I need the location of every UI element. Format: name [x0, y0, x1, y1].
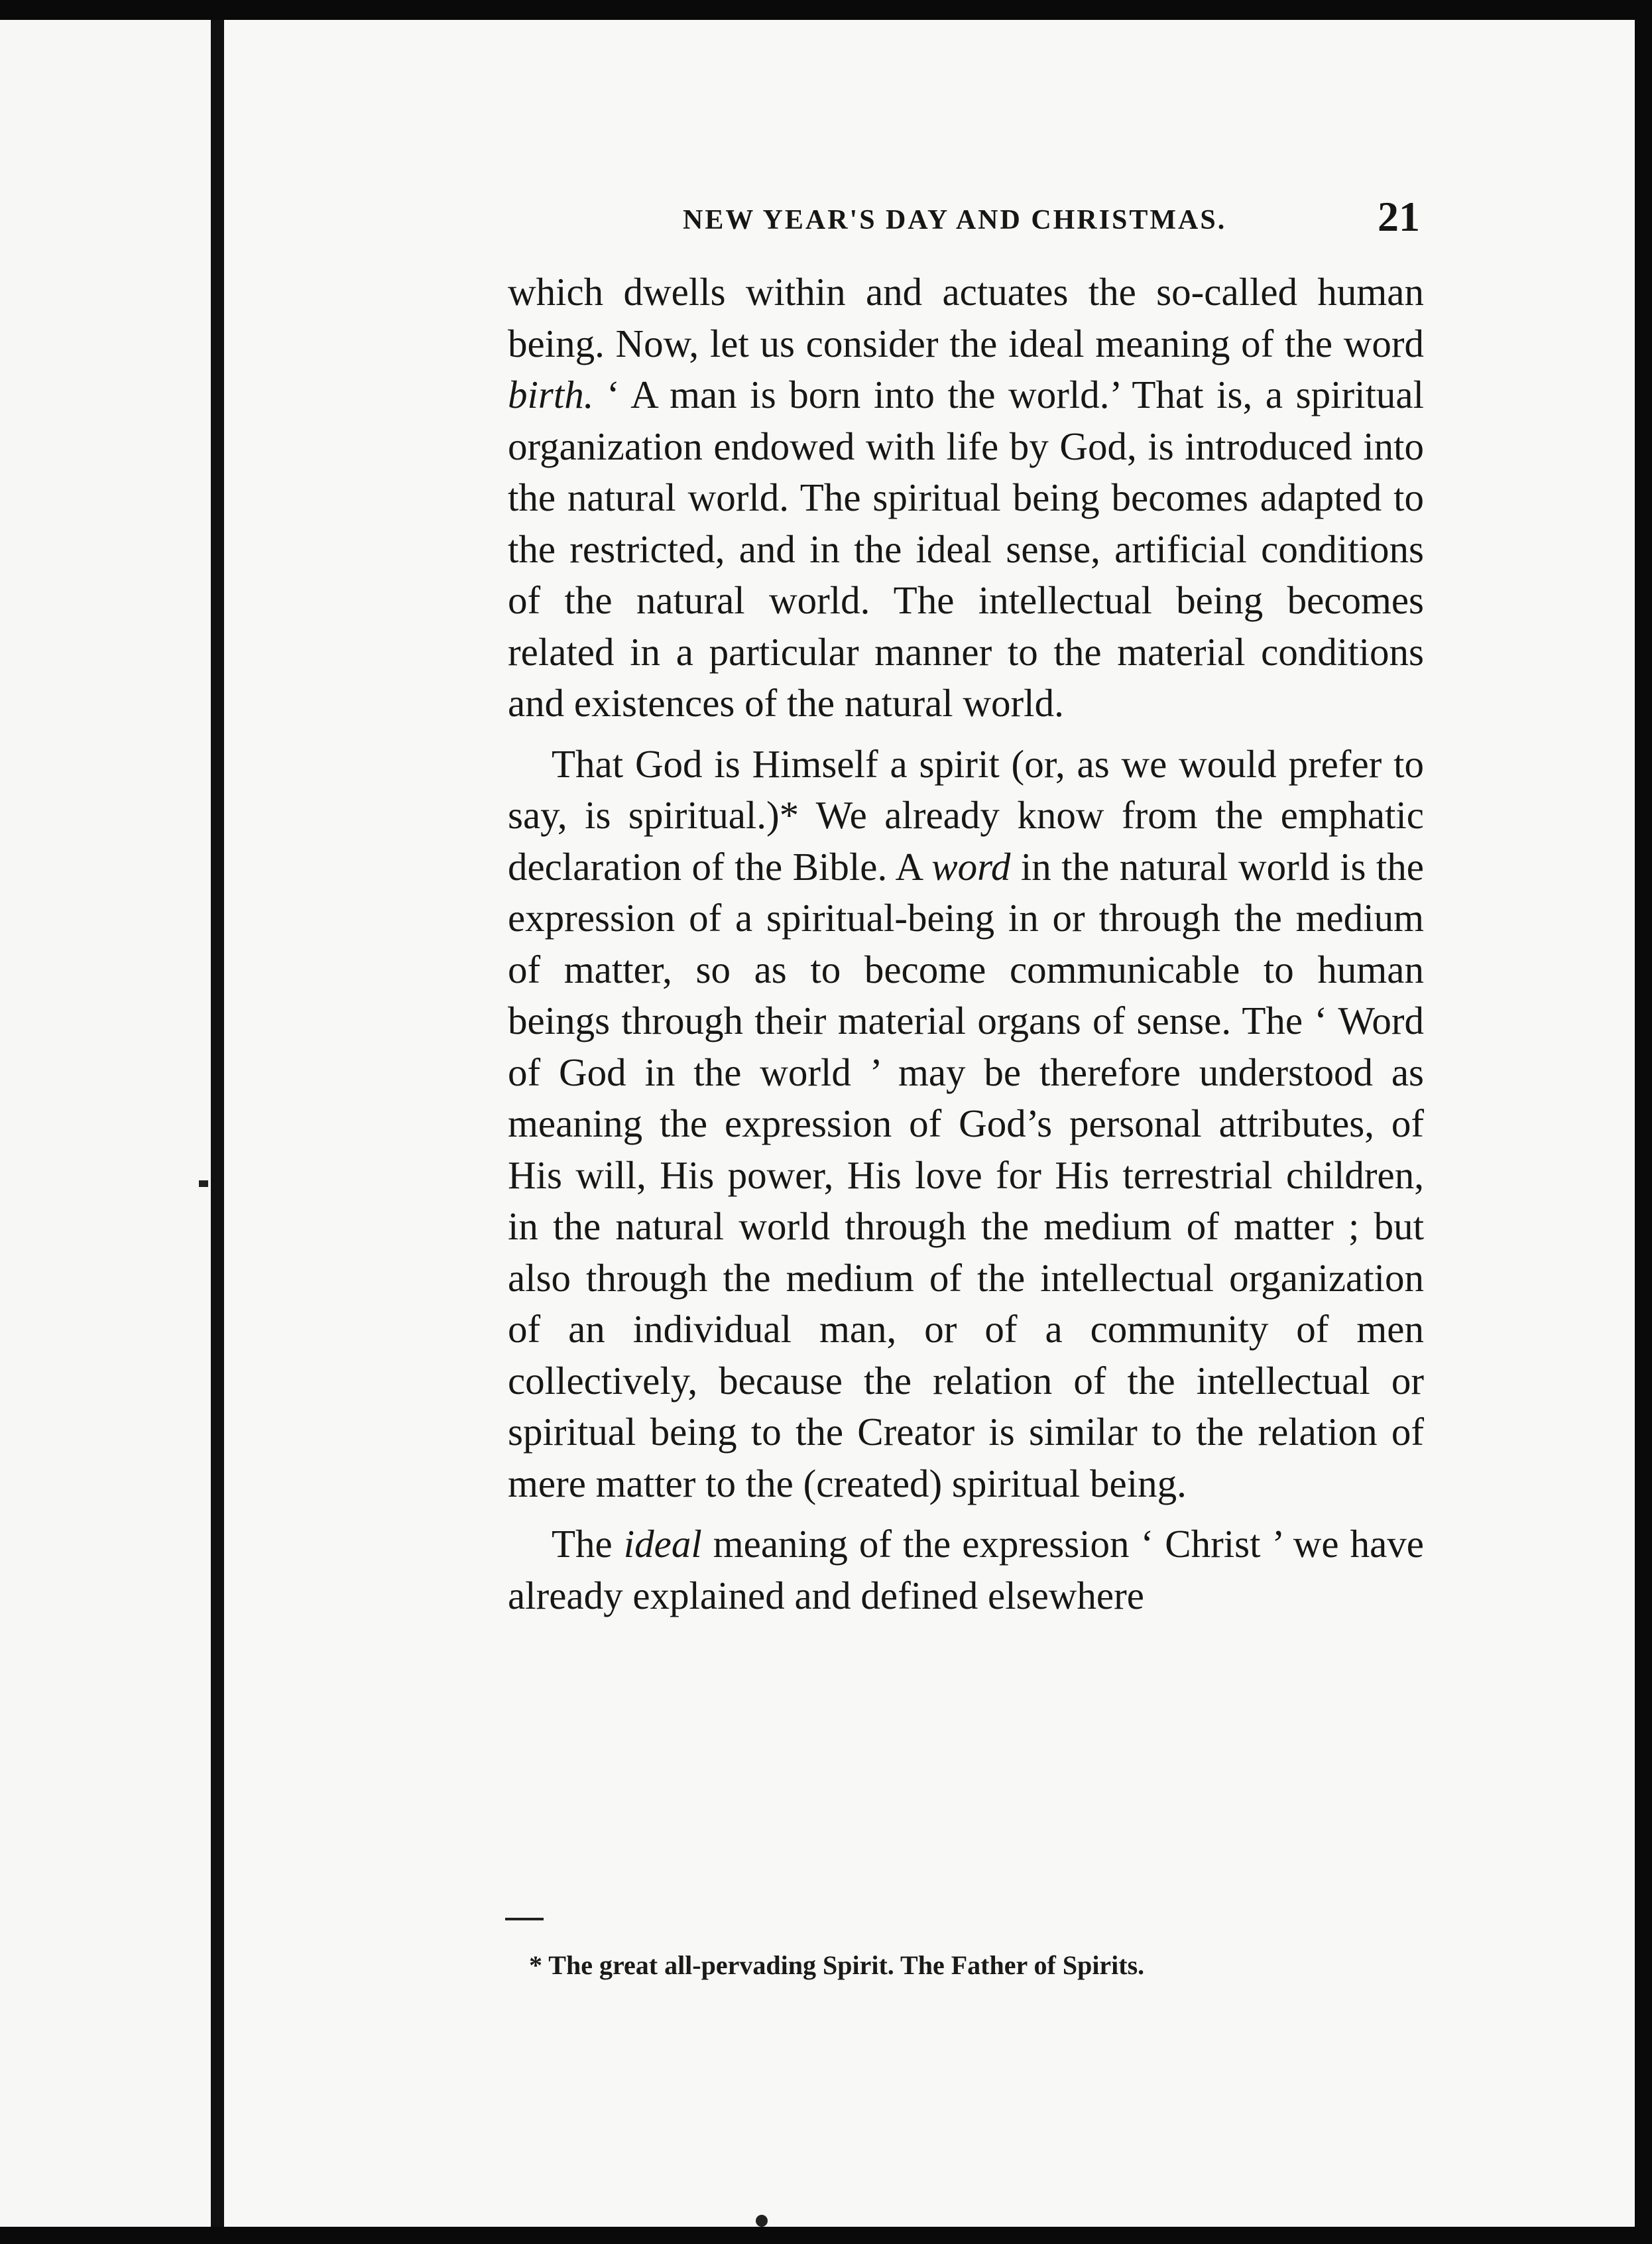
italic-text: birth.	[508, 373, 594, 416]
italic-text: ideal	[623, 1522, 702, 1566]
paragraph	[508, 1519, 1424, 1621]
scan-border-bottom	[0, 2227, 1652, 2244]
scan-border-right	[1635, 0, 1652, 2244]
text-run: ‘ A man is born into the world.’ That is, a spiritual organization endowed with life by God, is introduced into the natural world. The spiritual being becomes adapted to the restricted, and in the ideal sense, artificial conditions of the natural world. The intellectual being becomes related in a particular manner to the material conditions and existences of the natural world.	[508, 373, 1424, 725]
scan-speck	[756, 2215, 768, 2227]
body-text	[508, 267, 1424, 1621]
page-header	[683, 192, 1420, 252]
footnote-rule	[505, 1918, 544, 1920]
paragraph	[508, 739, 1424, 1510]
running-head: NEW YEAR'S DAY AND CHRISTMAS.	[683, 205, 1227, 235]
book-gutter	[211, 20, 224, 2227]
scan-border-top	[0, 0, 1652, 20]
text-run: meaning of the expression ‘ Christ ’ we have already explained and defined elsewhere	[508, 1522, 1424, 1617]
text-run: which dwells within and actuates the so-called human being. Now, let us consider the ideal meaning of the word	[508, 270, 1424, 365]
italic-text: word	[931, 844, 1011, 889]
scan-speck	[199, 1180, 208, 1187]
facing-page-margin	[0, 20, 211, 2227]
footnote: * The great all-pervading Spirit. The Father of Spirits.	[529, 1950, 1145, 1980]
paragraph	[508, 267, 1424, 729]
page-number: 21	[1378, 193, 1420, 240]
text-run: That God is Himself a spirit (or, as we would prefer to say, is spiritual.)* We already know from the emphatic declaration of the Bible. A	[508, 741, 1424, 889]
text-run: The	[552, 1522, 624, 1566]
text-run: in the natural world is the expression of a spiritual-being in or through the medium of matter, so as to become communicable to human beings through their material organs of sense. The ‘ Word of God in the world ’ may be therefore understood as meaning the expression of God’s personal attributes, of His will, His power, His love for His terrestrial children, in the natural world through the medium of matter ; but also through the medium of the intellectual organization of an individual man, or of a community of men collectively, because the relation of the intellectual or spiritual being to the Creator is similar to the relation of mere matter to the (created) spiritual being.	[508, 844, 1424, 1505]
